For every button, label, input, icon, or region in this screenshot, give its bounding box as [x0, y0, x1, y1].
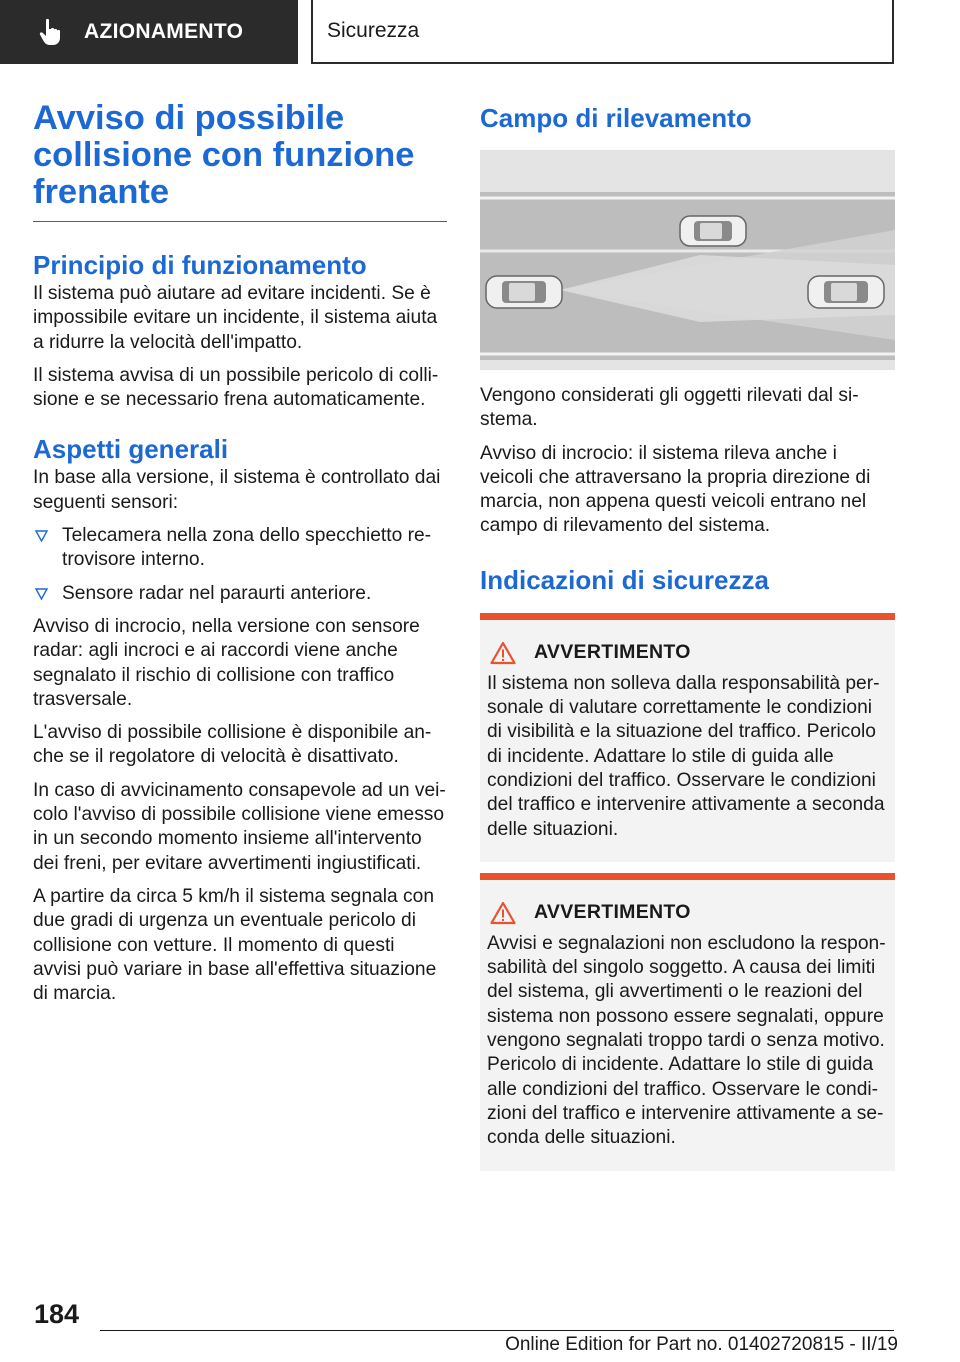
pointing-hand-icon: [36, 17, 66, 47]
paragraph: Avviso di incrocio, nella versione con sensore radar: agli incroci e ai raccordi viene anche segnalato il rischio di collisione con traffico trasversale.: [33, 615, 420, 710]
list-item: [33, 524, 447, 573]
chapter-tab-label: Sicurezza: [327, 19, 420, 42]
warning-text: Avvisi e segnalazioni non escludono la responsabilità del singolo soggetto. A causa dei limiti del sistema, gli avvertimenti o le reazioni del sistema non possono essere segnalati, oppure vengono segnalati troppo tardi o senza motivo. Pericolo di incidente. Adattare lo stile di guida alle condizioni del traffico. Osservare le condizioni del traffico e intervenire attivamente a seconda delle situazioni.: [487, 932, 886, 1149]
triangle-bullet-icon: [35, 588, 48, 600]
road-diagram: [480, 150, 895, 370]
paragraph: A partire da circa 5 km/h il sistema segnala con due gradi di urgenza un eventuale pericolo di collisione con vetture. Il momento di questi avvisi può variare in base all'effettiva situazione di marcia.: [33, 885, 437, 1005]
paragraph: In caso di avvicinamento consapevole ad un veicolo l'avviso di possibile collisione viene emesso in un secondo momento insieme all'intervento dei freni, per evitare avvertimenti ingiustificati.: [33, 779, 446, 874]
page-title: Avviso di possibile collisione con funzione frenante: [33, 100, 447, 222]
section-tab[interactable]: [0, 0, 298, 64]
paragraph: Vengono considerati gli oggetti rilevati dal sistema.: [480, 385, 859, 431]
paragraph: Avviso di incrocio: il sistema rileva anche i veicoli che attraversano la propria direzione di marcia, non appena questi veicoli entrano nel campo di rilevamento del sistema.: [480, 442, 871, 537]
car-ahead-same-lane: [808, 276, 884, 308]
footer-divider: [100, 1330, 894, 1331]
list-item-text: Telecamera nella zona dello specchietto retrovisore interno.: [62, 525, 432, 571]
section-tab-label: AZIONAMENTO: [84, 20, 244, 43]
warning-title: AVVERTIMENTO: [534, 901, 691, 924]
triangle-bullet-icon: [35, 530, 48, 542]
heading-campo: Campo di rilevamento: [480, 103, 752, 133]
list-item-text: Sensore radar nel paraurti anteriore.: [62, 582, 372, 604]
heading-principio: Principio di funzionamento: [33, 250, 367, 280]
list-item: [33, 582, 447, 606]
paragraph: Il sistema avvisa di un possibile pericolo di collisione e se necessario frena automaticamente.: [33, 364, 439, 411]
warning-triangle-icon: [490, 901, 516, 925]
right-column: [480, 100, 895, 1171]
warning-box: [480, 613, 895, 862]
edition-note: Online Edition for Part no. 01402720815 - II/19: [505, 1334, 898, 1355]
warning-box: [480, 873, 895, 1171]
warning-text: Il sistema non solleva dalla responsabilità personale di valutare correttamente le condizioni di visibilità e la situazione del traffico. Pericolo di incidente. Adattare lo stile di guida alle condizioni del traffico. Osservare le condizioni del traffico e intervenire attivamente a seconda delle situazioni.: [487, 672, 885, 840]
page-number: 184: [34, 1299, 80, 1329]
chapter-tab[interactable]: [311, 0, 894, 64]
heading-aspetti: Aspetti generali: [33, 434, 229, 465]
detection-range-illustration: [480, 150, 895, 370]
warning-triangle-icon: [490, 641, 516, 665]
paragraph: Il sistema può aiutare ad evitare incidenti. Se è impossibile evitare un incidente, il sistema aiuta a ridurre la velocità dell'impatto.: [33, 283, 438, 353]
paragraph: L'avviso di possibile collisione è disponibile anche se il regolatore di velocità è disattivato.: [33, 722, 432, 768]
sensor-list: [33, 524, 447, 606]
paragraph: In base alla versione, il sistema è controllato dai seguenti sensori:: [33, 467, 441, 513]
car-ahead-top: [680, 216, 746, 246]
own-car: [486, 276, 562, 308]
heading-sicurezza: Indicazioni di sicurezza: [480, 564, 769, 595]
left-column: [33, 100, 447, 1006]
warning-title: AVVERTIMENTO: [534, 641, 691, 664]
